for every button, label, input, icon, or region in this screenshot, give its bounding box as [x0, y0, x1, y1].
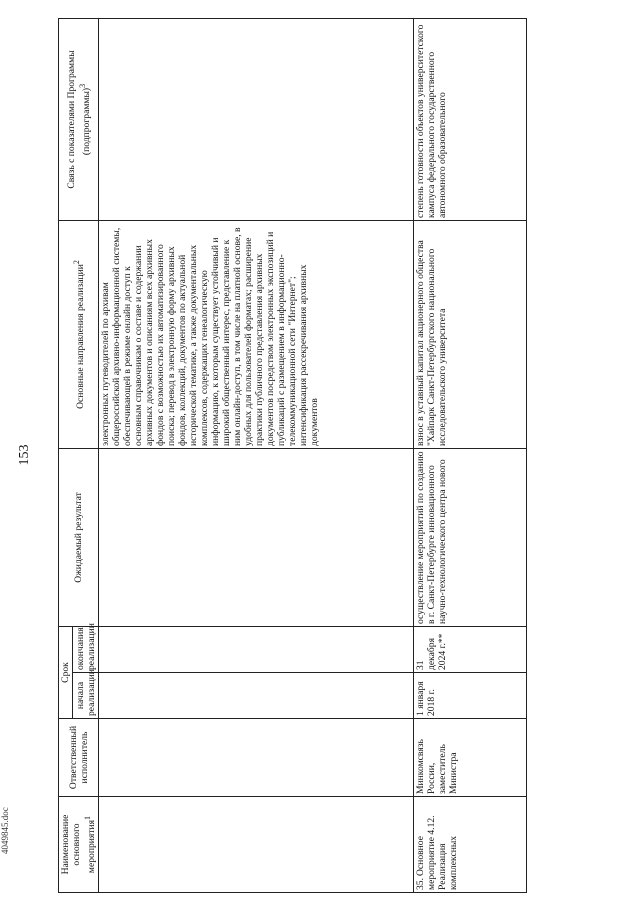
header-term: Срок [59, 627, 73, 719]
cell-executor: Минкомсвязь России, заместитель Министра [414, 719, 527, 797]
cell-name [99, 797, 414, 893]
cell-end [99, 627, 414, 673]
cell-name: 35.Основное мероприятие 4.12. Реализация комплексных [414, 797, 527, 893]
cell-executor [99, 719, 414, 797]
cell-result [99, 449, 414, 627]
cell-link [99, 19, 414, 221]
cell-directions: взнос в уставный капитал акционерного общества "Хайпарк Санкт-Петербургского национального исследовательского университета [414, 221, 527, 449]
header-link: Связь с показателями Программы (подпрограммы)$^3$ [59, 19, 99, 221]
header-executor: Ответственный исполнитель [59, 719, 99, 797]
cell-directions: электронных путеводителей по архивам общероссийской архивно-информационной системы, обеспечивающей в режиме онлайн доступ к основным справочникам о составе и содержании архивных документов и описаниям всех архивных фондов с возможностью их автоматизированного поиска; перевод в электронную форму архивных фондов, коллекций, документов по актуальной исторической тематике, а также документальных комплексов, содержащих генеалогическую информацию, к которым существует устойчивый и широкий общественный интерес, представление к ним онлайн-доступ, в том числе на платной основе, в удобных для пользователей форматах; расширение практики публичного представления архивных документов посредством электронных экспозиций и публикаций с размещением в информационно-телекоммуникационной сети "Интернет"; интенсификация рассекречивания архивных документов [99, 221, 414, 449]
table-row [414, 19, 527, 893]
rotated-table-sheet [58, 19, 598, 893]
cell-start: 1 января 2018 г. [414, 673, 527, 719]
cell-start [99, 673, 414, 719]
row-number: 35. [415, 878, 427, 890]
header-directions: Основные направления реализации$^2$ [59, 221, 99, 449]
header-name: Наименование основного мероприятия$^1$ [59, 797, 99, 893]
page-number: 153 [17, 444, 32, 466]
header-start: начала реализации [73, 673, 99, 719]
program-table [58, 18, 527, 893]
table-row [99, 19, 414, 893]
header-result: Ожидаемый результат [59, 449, 99, 627]
document-id: 4049845.doc [0, 807, 10, 854]
cell-result: осуществление мероприятий по созданию в г. Санкт-Петербурге инновационного научно-технологического центра нового [414, 449, 527, 627]
cell-link: степень готовности объектов университетского кампуса федерального государственного автономного образовательного [414, 19, 527, 221]
cell-end: 31 декабря 2024 г.** [414, 627, 527, 673]
header-end: окончания реализации [73, 627, 99, 673]
